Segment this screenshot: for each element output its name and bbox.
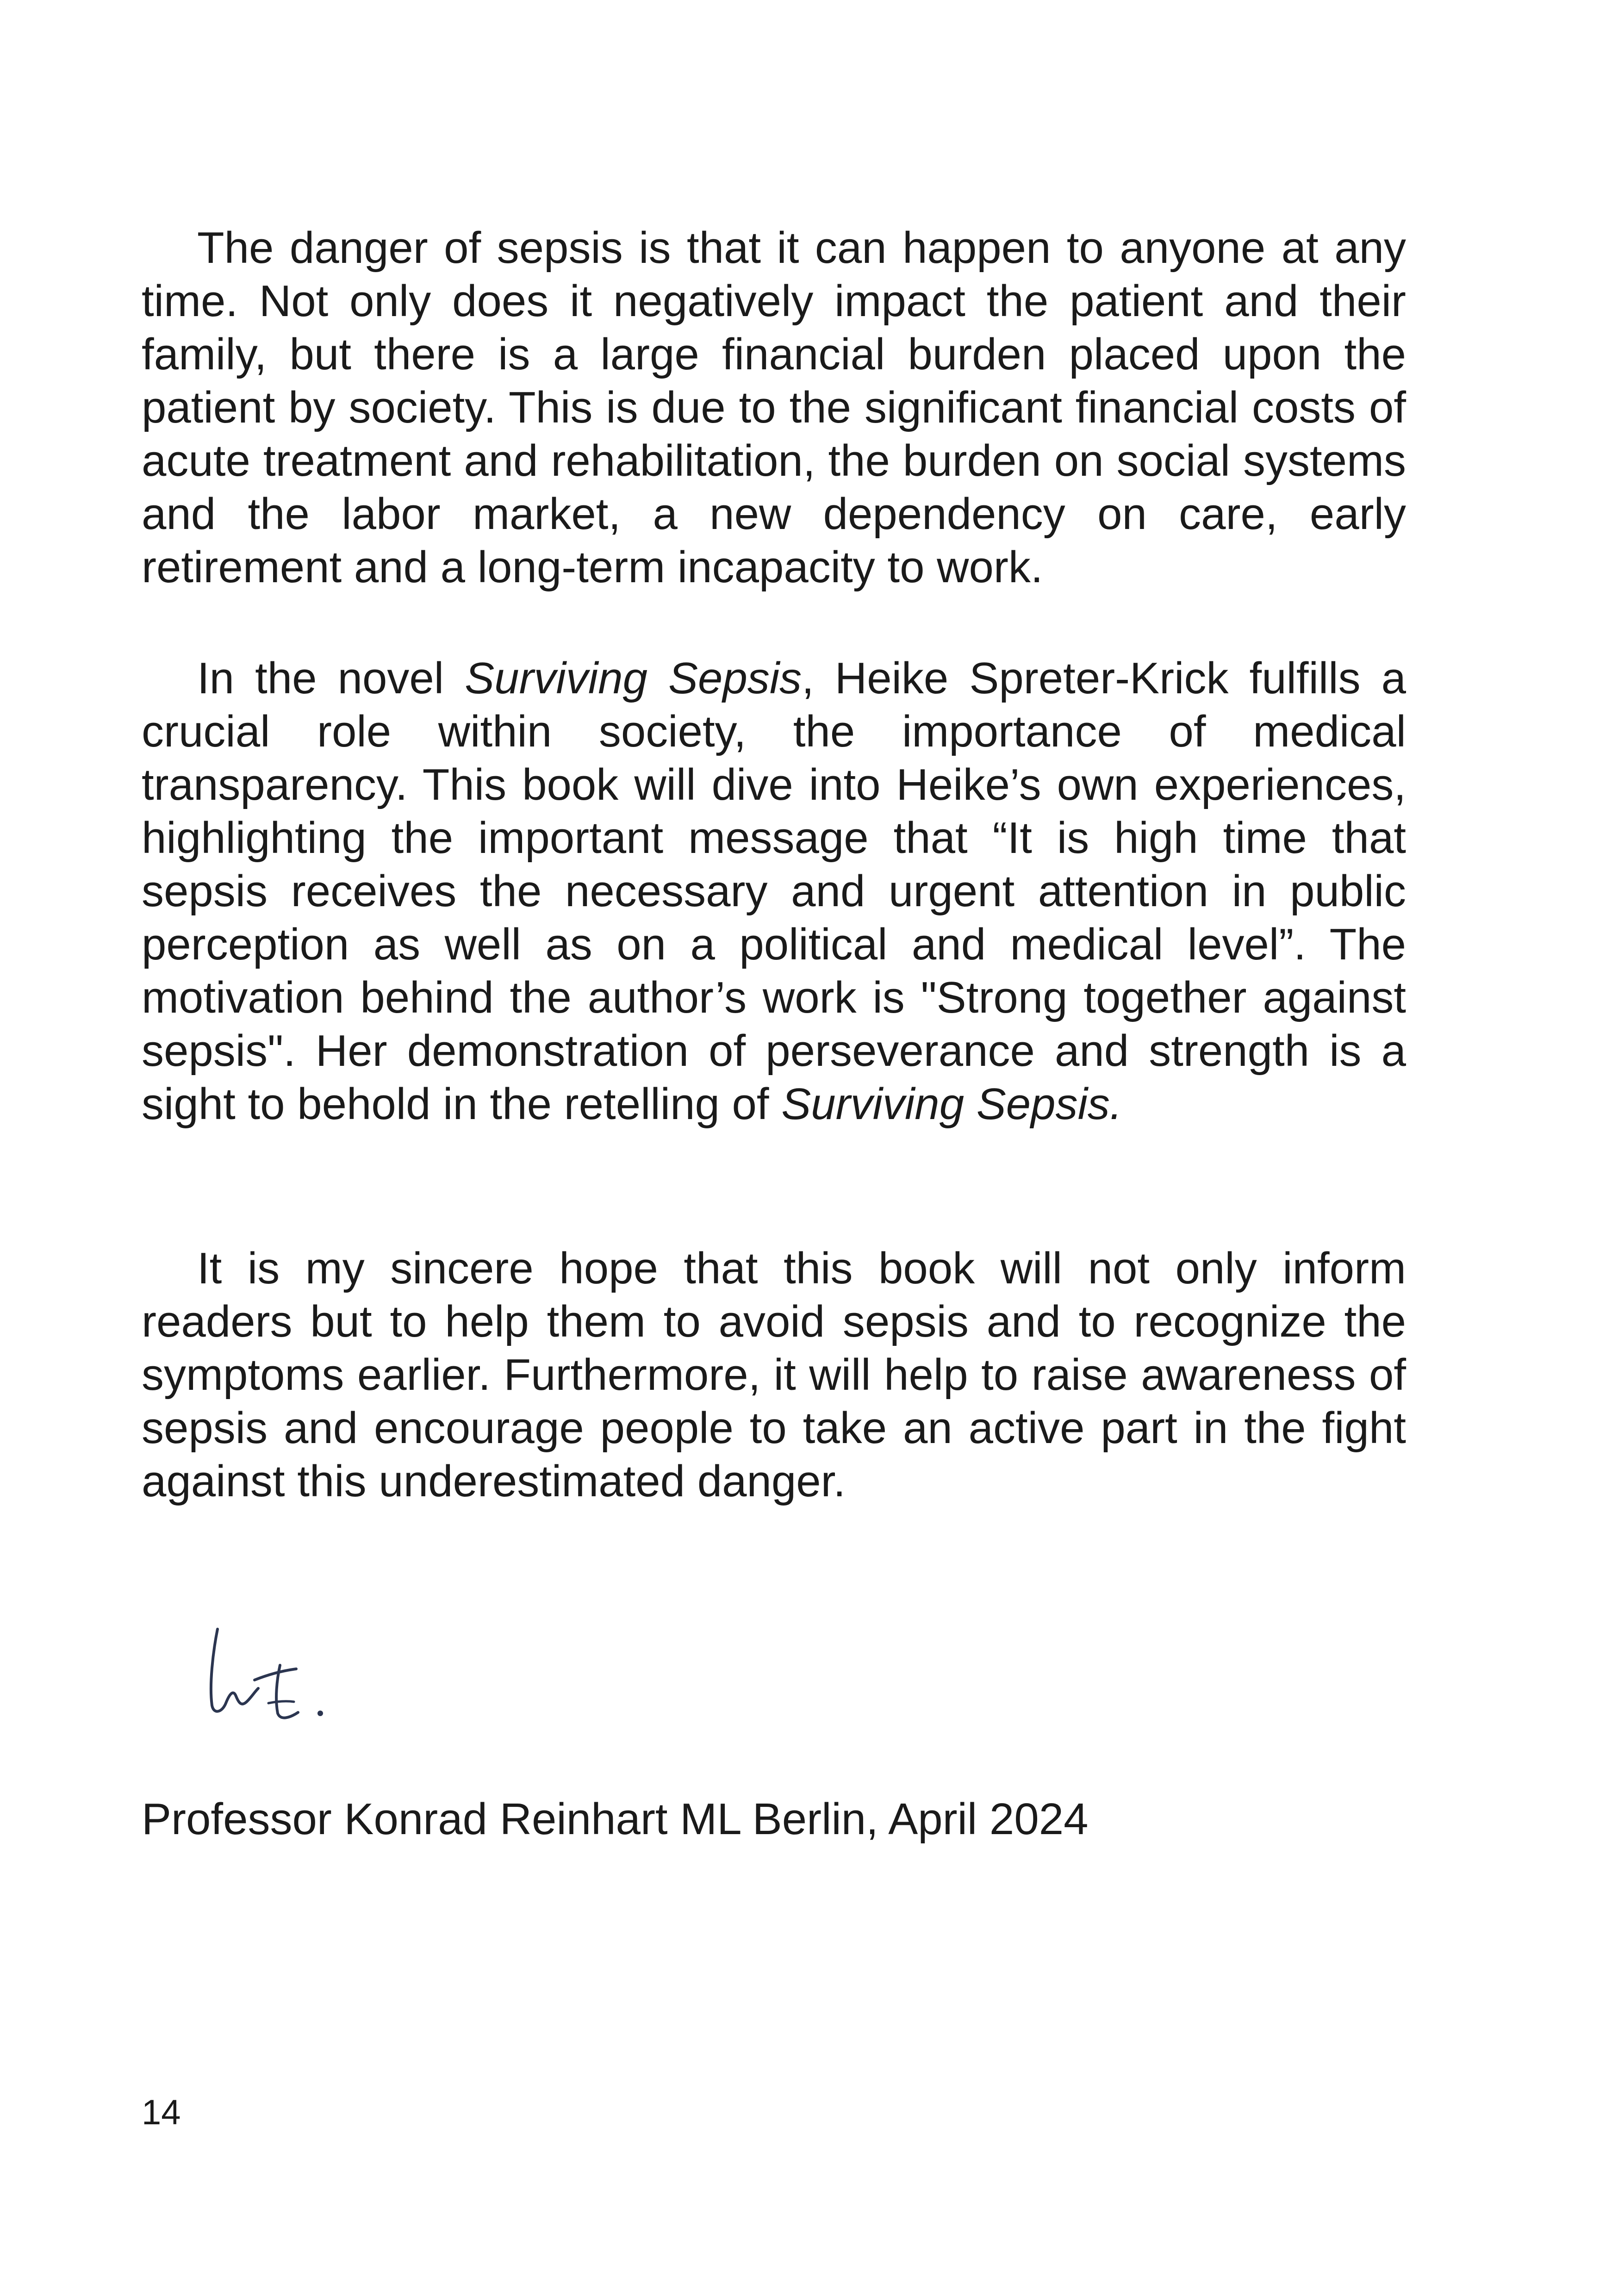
paragraph-1-text: The danger of sepsis is that it can happen to anyone at any time. Not only does it negatively impact the patient and their family, but there is a large financial burden placed upon the patient by society. This is due to the significant financial costs of acute treatment and rehabilitation, the burden on social systems and the labor market, a new dependency on care, early retirement and a long-term incapacity to work.: [142, 223, 1406, 592]
paragraph-3: [142, 1242, 1406, 1508]
paragraph-1: [142, 221, 1406, 594]
handwritten-signature-icon: [199, 1611, 338, 1731]
paragraph-2-text-intro: In the novel: [197, 653, 465, 703]
book-title-italic-end: Surviving Sepsis.: [781, 1079, 1122, 1129]
paragraph-3-text: It is my sincere hope that this book will not only inform readers but to help them to avoid sepsis and to recognize the symptoms earlier. Furthermore, it will help to raise awareness of sepsis and encourage people to take an active part in the fight against this underestimated danger.: [142, 1244, 1406, 1506]
signature-line: Professor Konrad Reinhart ML Berlin, April 2024: [142, 1794, 1089, 1844]
paragraph-2-text-body: , Heike Spreter-Krick fulfills a crucial role within society, the importance of medical transparency. This book will dive into Heike’s own experiences, highlighting the important message that “It is high time that sepsis receives the necessary and urgent attention in public perception as well as on a political and medical level”. The motivation behind the author’s work is "Strong together against sepsis". Her demonstration of perseverance and strength is a sight to behold in the retelling of: [142, 653, 1406, 1129]
paragraph-2: [142, 652, 1406, 1131]
book-title-italic: Surviving Sepsis: [465, 653, 802, 703]
page-number: 14: [142, 2093, 181, 2132]
